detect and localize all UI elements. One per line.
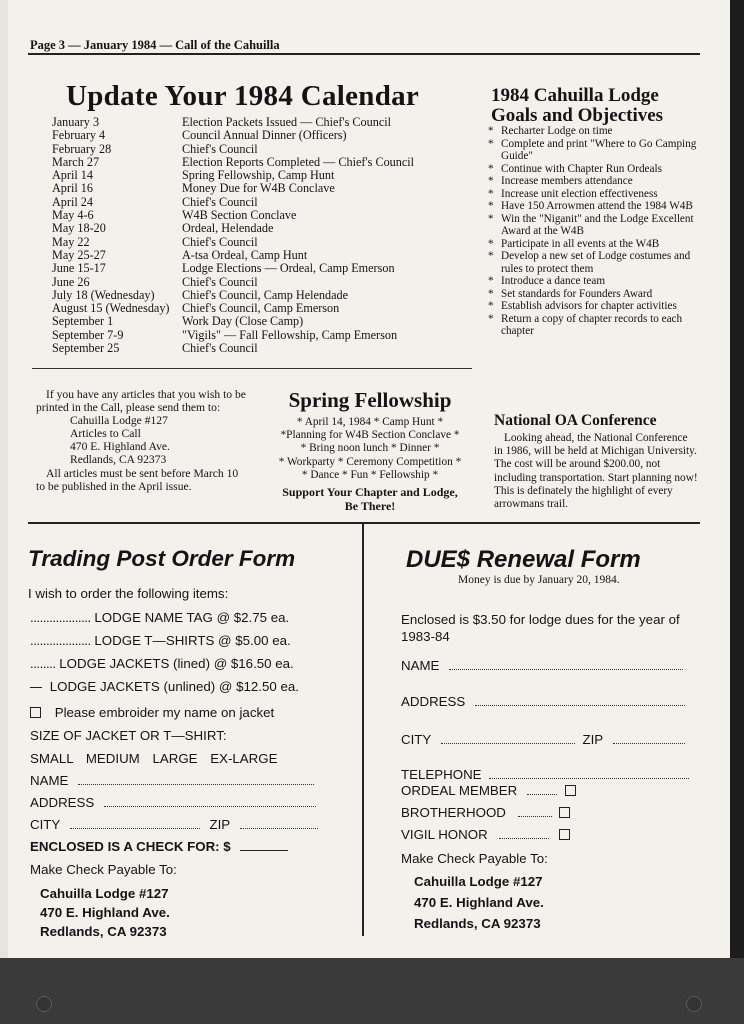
calendar-date: March 27 — [52, 154, 100, 169]
quantity-blank[interactable]: ................... — [30, 633, 91, 648]
dues-name-label: NAME — [401, 658, 440, 673]
order-item-name-tag — [30, 610, 289, 625]
name-label: NAME — [30, 773, 69, 788]
dues-telephone-field[interactable] — [489, 778, 689, 779]
form-divider — [362, 522, 364, 936]
header-rule — [28, 53, 700, 55]
check-amount-field[interactable] — [240, 850, 288, 851]
quantity-blank[interactable]: ........ — [30, 656, 56, 671]
goal-item — [488, 313, 700, 338]
spring-closing-line1: Support Your Chapter and Lodge, — [282, 485, 458, 499]
goals-title — [491, 86, 663, 126]
spring-line: * Workparty * Ceremony Competition * — [278, 455, 462, 468]
spring-line: * Bring noon lunch * Dinner * — [300, 442, 440, 455]
size-small[interactable]: SMALL — [30, 751, 74, 766]
newsletter-page — [8, 0, 730, 958]
goal-text: Introduce a dance team — [501, 275, 606, 287]
bullet-star-icon: * — [488, 250, 494, 262]
address-line: Redlands, CA 92373 — [70, 453, 167, 467]
bullet-star-icon: * — [488, 312, 494, 325]
calendar-date: September 7-9 — [52, 327, 124, 342]
page-left-edge — [0, 0, 8, 958]
goal-text: Recharter Lodge on time — [501, 125, 613, 137]
calendar-row — [52, 329, 472, 342]
articles-notice — [36, 388, 248, 493]
leader-dots — [527, 794, 557, 795]
goal-item — [488, 175, 700, 188]
embroider-option — [30, 705, 274, 720]
binder-hole-icon — [36, 996, 52, 1012]
dues-city-label: CITY — [401, 732, 432, 747]
goal-text: Participate in all events at the W4B — [501, 237, 660, 250]
goal-item — [488, 250, 700, 275]
calendar-date: May 4-6 — [52, 208, 94, 223]
payee-line: 470 E. Highland Ave. — [414, 895, 544, 910]
dues-address-field[interactable] — [475, 705, 685, 706]
spring-line: *Planning for W4B Section Conclave * — [280, 429, 460, 442]
calendar-event: Chief's Council, Camp Helendade — [182, 287, 349, 302]
dues-name-field[interactable] — [449, 669, 683, 670]
articles-address — [70, 414, 248, 466]
goal-item — [488, 288, 700, 301]
calendar-title: Update Your 1984 Calendar — [66, 80, 420, 112]
leader-dots — [499, 838, 549, 839]
calendar-event: Lodge Elections — Ordeal, Camp Emerson — [182, 261, 395, 276]
calendar-date: April 24 — [52, 194, 93, 209]
calendar-row — [52, 222, 472, 235]
bullet-star-icon: * — [488, 237, 494, 250]
scan-right-edge — [730, 0, 744, 1024]
name-row — [30, 773, 314, 788]
size-label: SIZE OF JACKET OR T—SHIRT: — [30, 728, 227, 743]
order-item-label: LODGE JACKETS (lined) @ $16.50 ea. — [59, 656, 294, 671]
goal-item — [488, 275, 700, 288]
calendar-event: Chief's Council — [182, 141, 258, 156]
ordeal-row — [401, 783, 576, 798]
calendar-date: June 15-17 — [52, 261, 106, 276]
spring-details — [252, 416, 488, 482]
order-item-label: LODGE T—SHIRTS @ $5.00 ea. — [94, 633, 291, 648]
brotherhood-label: BROTHERHOOD — [401, 805, 506, 820]
calendar-row — [52, 249, 472, 262]
calendar-row — [52, 196, 472, 209]
calendar-event: Ordeal, Helendade — [182, 221, 274, 236]
dues-enclosed: Enclosed is $3.50 for lodge dues for the year of 1983-84 — [401, 612, 680, 644]
vigil-row — [401, 827, 570, 842]
embroider-label: Please embroider my name on jacket — [54, 705, 275, 720]
calendar-date: April 16 — [52, 181, 93, 196]
trading-post-title: Trading Post Order Form — [28, 546, 296, 571]
calendar-row — [52, 342, 472, 355]
name-field[interactable] — [78, 784, 314, 785]
calendar-date: April 14 — [52, 168, 93, 183]
calendar-date: May 22 — [52, 234, 90, 249]
calendar-row — [52, 156, 472, 169]
embroider-checkbox[interactable] — [30, 707, 41, 718]
goals-title-line2: Goals and Objectives — [491, 105, 664, 126]
goal-text: Win the "Niganit" and the Lodge Excellent Award at the W4B — [501, 212, 694, 237]
calendar-row — [52, 129, 472, 142]
leader-dots — [518, 816, 552, 817]
calendar-date: August 15 (Wednesday) — [52, 301, 170, 316]
calendar-event: Work Day (Close Camp) — [182, 314, 304, 329]
zip-field[interactable] — [240, 828, 318, 829]
dues-city-zip-row — [401, 732, 685, 747]
calendar-row — [52, 169, 472, 182]
calendar-date: September 25 — [52, 341, 120, 356]
bullet-star-icon: * — [488, 187, 494, 200]
calendar-event: Council Annual Dinner (Officers) — [182, 128, 347, 143]
size-medium[interactable]: MEDIUM — [85, 751, 140, 766]
goal-item — [488, 138, 700, 163]
payee-line: Redlands, CA 92373 — [414, 916, 541, 931]
calendar-event: Chief's Council, Camp Emerson — [182, 301, 340, 316]
order-intro: I wish to order the following items: — [28, 586, 229, 601]
section-divider — [28, 522, 700, 524]
goal-text: Increase members attendance — [501, 175, 633, 187]
calendar-row — [52, 209, 472, 222]
bullet-star-icon: * — [488, 300, 494, 312]
dues-address-row — [401, 694, 685, 709]
calendar-date: June 26 — [52, 274, 90, 289]
bullet-star-icon: * — [488, 162, 494, 175]
calendar-event: A-tsa Ordeal, Camp Hunt — [182, 247, 308, 262]
calendar-row — [52, 276, 472, 289]
articles-deadline: All articles must be sent before March 10 to be published in the April issue. — [36, 466, 239, 493]
address-line: 470 E. Highland Ave. — [70, 440, 170, 454]
order-item-jackets-lined — [30, 656, 294, 671]
goal-item — [488, 300, 700, 313]
address-line: Articles to Call — [70, 427, 141, 441]
ordeal-checkbox[interactable] — [565, 785, 576, 796]
calendar-row — [52, 262, 472, 275]
spring-closing — [252, 486, 488, 513]
goals-list — [488, 125, 700, 338]
dues-subtitle: Money is due by January 20, 1984. — [458, 574, 620, 586]
order-item-label: LODGE NAME TAG @ $2.75 ea. — [94, 610, 290, 625]
spring-closing-line2: Be There! — [344, 498, 396, 513]
calendar-list — [52, 116, 472, 355]
payee-address — [40, 884, 170, 941]
city-zip-row — [30, 817, 318, 832]
order-item-jackets-unlined — [30, 679, 299, 694]
calendar-event: "Vigils" — Fall Fellowship, Camp Emerson — [182, 327, 398, 342]
address-field[interactable] — [104, 806, 316, 807]
calendar-row — [52, 302, 472, 315]
calendar-event: Election Reports Completed — Chief's Council — [182, 154, 415, 169]
bullet-star-icon: * — [488, 125, 494, 137]
calendar-row — [52, 236, 472, 249]
calendar-date: May 25-27 — [52, 247, 106, 262]
vigil-label: VIGIL HONOR — [401, 827, 488, 842]
dues-name-row — [401, 658, 683, 673]
calendar-event: W4B Section Conclave — [182, 208, 297, 223]
dues-address-label: ADDRESS — [401, 694, 466, 709]
order-item-label: LODGE JACKETS (unlined) @ $12.50 ea. — [49, 679, 299, 694]
size-large[interactable]: LARGE — [152, 751, 198, 766]
address-line: Cahuilla Lodge #127 — [70, 414, 168, 428]
calendar-row — [52, 116, 472, 129]
payee-line: Cahuilla Lodge #127 — [414, 874, 543, 889]
goal-text: Complete and print "Where to Go Camping Guide" — [501, 137, 697, 162]
brotherhood-row — [401, 805, 570, 820]
dues-telephone-label: TELEPHONE — [401, 767, 482, 782]
payee-line: Redlands, CA 92373 — [40, 924, 167, 939]
goal-text: Return a copy of chapter records to each chapter — [501, 312, 683, 337]
page-header: Page 3 — January 1984 — Call of the Cahuilla — [30, 38, 280, 52]
spring-line: * April 14, 1984 * Camp Hunt * — [296, 416, 444, 428]
binder-hole-icon — [686, 996, 702, 1012]
goal-item — [488, 200, 700, 213]
national-title: National OA Conference — [494, 412, 657, 429]
spring-line: * Dance * Fun * Fellowship * — [301, 468, 439, 481]
goal-item — [488, 125, 700, 138]
goals-title-line1: 1984 Cahuilla Lodge — [491, 85, 659, 106]
dues-zip-field[interactable] — [613, 743, 685, 744]
payable-label: Make Check Payable To: — [30, 862, 177, 877]
calendar-event: Chief's Council — [182, 234, 258, 249]
quantity-blank[interactable] — [30, 687, 42, 688]
enclosed-label: ENCLOSED IS A CHECK FOR: $ — [30, 839, 231, 854]
goal-item — [488, 163, 700, 176]
goal-text: Develop a new set of Lodge costumes and rules to protect them — [501, 250, 691, 275]
calendar-date: January 3 — [52, 115, 100, 129]
dues-zip-label: ZIP — [582, 732, 603, 747]
bullet-star-icon: * — [488, 175, 494, 187]
goal-text: Establish advisors for chapter activities — [501, 300, 677, 312]
calendar-date: May 18-20 — [52, 221, 106, 236]
vigil-checkbox[interactable] — [559, 829, 570, 840]
calendar-event: Chief's Council — [182, 194, 258, 209]
calendar-event: Chief's Council — [182, 341, 258, 356]
quantity-blank[interactable]: ................... — [30, 610, 91, 625]
size-options — [30, 751, 278, 766]
payee-line: Cahuilla Lodge #127 — [40, 886, 169, 901]
calendar-date: February 28 — [52, 141, 112, 156]
spring-title: Spring Fellowship — [288, 388, 452, 412]
articles-intro: If you have any articles that you wish to be printed in the Call, please send them to: — [36, 388, 246, 415]
calendar-row — [52, 315, 472, 328]
calendar-rule — [32, 368, 472, 369]
goal-text: Have 150 Arrowmen attend the 1984 W4B — [501, 200, 693, 212]
goal-text: Increase unit election effectiveness — [501, 187, 658, 200]
address-label: ADDRESS — [30, 795, 95, 810]
city-field[interactable] — [70, 828, 200, 829]
calendar-event: Spring Fellowship, Camp Hunt — [182, 168, 335, 183]
goal-item — [488, 188, 700, 201]
national-text: Looking ahead, the National Conference in 1986, will be held at Michigan University. The cost will be around $200.00, not including transportation. Start planning now! This is definately the highlight of every arrowmans trail. — [494, 432, 698, 511]
bullet-star-icon: * — [488, 200, 494, 212]
bullet-star-icon: * — [488, 212, 494, 225]
dues-title: DUE$ Renewal Form — [406, 546, 641, 573]
dues-telephone-row — [401, 767, 689, 782]
address-row — [30, 795, 316, 810]
calendar-date: September 1 — [52, 314, 114, 329]
scan-bottom-band — [0, 958, 744, 1024]
dues-payable-label: Make Check Payable To: — [401, 851, 548, 866]
city-label: CITY — [30, 817, 61, 832]
bullet-star-icon: * — [488, 137, 494, 150]
bullet-star-icon: * — [488, 275, 494, 287]
goal-text: Set standards for Founders Award — [501, 287, 653, 300]
payee-line: 470 E. Highland Ave. — [40, 905, 170, 920]
calendar-event: Election Packets Issued — Chief's Council — [182, 115, 392, 129]
dues-payee-address — [414, 871, 544, 934]
ordeal-label: ORDEAL MEMBER — [401, 783, 518, 798]
calendar-row — [52, 289, 472, 302]
bullet-star-icon: * — [488, 287, 494, 300]
goal-text: Continue with Chapter Run Ordeals — [501, 162, 662, 175]
calendar-event: Chief's Council — [182, 274, 258, 289]
calendar-date: February 4 — [52, 128, 106, 143]
brotherhood-checkbox[interactable] — [559, 807, 570, 818]
enclosed-row — [30, 839, 288, 854]
size-ex-large[interactable]: EX-LARGE — [210, 751, 278, 766]
calendar-event: Money Due for W4B Conclave — [182, 181, 335, 196]
calendar-date: July 18 (Wednesday) — [52, 287, 155, 302]
goal-item — [488, 238, 700, 251]
calendar-row — [52, 182, 472, 195]
order-item-tshirts — [30, 633, 291, 648]
calendar-row — [52, 143, 472, 156]
dues-city-field[interactable] — [441, 743, 575, 744]
goal-item — [488, 213, 700, 238]
zip-label: ZIP — [209, 817, 230, 832]
